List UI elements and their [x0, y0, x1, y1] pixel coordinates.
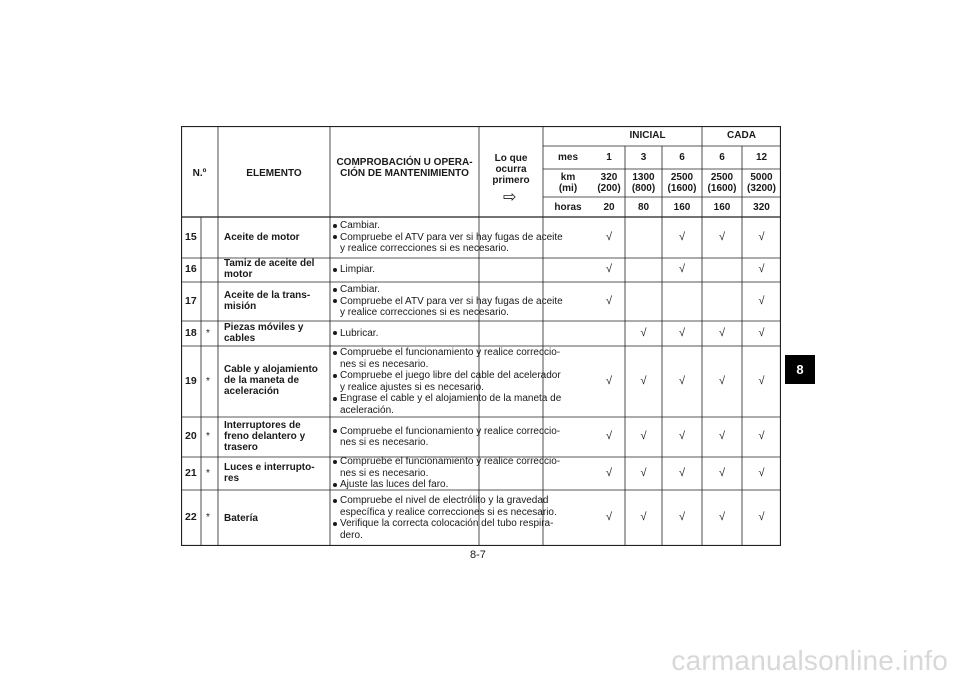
bullet-icon	[333, 397, 337, 401]
check-mark: √	[678, 230, 686, 243]
check-mark: √	[758, 294, 765, 307]
check-mark: √	[678, 374, 686, 387]
row-element: Luces e interrupto- res	[224, 461, 315, 484]
row-number: 15	[185, 230, 197, 243]
row-checks-list	[333, 347, 561, 416]
row-number: 16	[185, 263, 197, 275]
check-mark: √	[758, 430, 765, 442]
header-unit-2: horas	[554, 201, 582, 213]
list-item-text: Limpiar.	[340, 264, 376, 276]
row-asterisk: *	[206, 375, 210, 387]
list-item	[333, 347, 561, 370]
check-mark: √	[718, 430, 726, 442]
row-asterisk: *	[206, 431, 210, 442]
bullet-icon	[333, 429, 337, 433]
row-number: 19	[185, 374, 197, 387]
header-value: 320	[753, 201, 770, 213]
header-check: COMPROBACIÓN U OPERA- CIÓN DE MANTENIMIENTO	[336, 157, 473, 179]
arrow-right-icon: ⇨	[503, 189, 517, 206]
check-mark: √	[640, 374, 647, 387]
watermark: carmanualsonline.info	[671, 645, 948, 676]
check-mark: √	[678, 511, 686, 523]
page-number: 8-7	[470, 549, 486, 561]
row-checks-list	[333, 328, 378, 340]
check-mark: √	[718, 326, 726, 339]
header-every: CADA	[727, 130, 756, 141]
list-item-text: Cambiar.	[340, 284, 381, 296]
list-item-text: Engrase el cable y el alojamiento de la maneta de aceleración.	[340, 393, 562, 416]
chapter-tab[interactable]: 8	[785, 355, 815, 384]
check-mark: √	[605, 430, 613, 442]
list-item	[333, 479, 560, 491]
list-item-text: Lubricar.	[340, 327, 379, 339]
check-mark: √	[678, 430, 686, 442]
row-number: 22	[185, 511, 197, 523]
header-value: 2500 (1600)	[667, 172, 697, 194]
check-mark: √	[758, 466, 765, 479]
row-asterisk: *	[206, 327, 210, 339]
list-item	[333, 518, 557, 541]
maintenance-table	[181, 126, 781, 546]
list-item	[333, 232, 563, 255]
list-item-text: Compruebe el ATV para ver si hay fugas de aceite y realice correcciones si es necesario.	[340, 295, 563, 319]
check-mark: √	[640, 511, 647, 523]
list-item	[333, 296, 563, 319]
list-item	[333, 370, 561, 393]
bullet-icon	[333, 331, 337, 335]
check-mark: √	[678, 263, 686, 275]
row-element: Aceite de la trans- misión	[224, 289, 311, 312]
row-number: 20	[185, 430, 197, 442]
header-value: 320 (200)	[597, 172, 621, 194]
bullet-icon	[333, 374, 337, 378]
row-element: Batería	[224, 512, 258, 524]
header-value: 1	[606, 152, 612, 163]
list-item-text: Compruebe el funcionamiento y realice correccio- nes si es necesario.	[340, 425, 561, 448]
bullet-icon	[333, 288, 337, 292]
list-item-text: Cambiar.	[340, 220, 381, 232]
check-mark: √	[605, 374, 613, 387]
check-mark: √	[605, 263, 613, 275]
row-number: 18	[185, 326, 197, 339]
list-item-text: Compruebe el funcionamiento y realice correccio- nes si es necesario.	[340, 347, 561, 370]
list-item-text: Ajuste las luces del faro.	[340, 479, 449, 491]
bullet-icon	[333, 351, 337, 355]
bullet-icon	[333, 299, 337, 303]
check-mark: √	[718, 374, 726, 387]
bullet-icon	[333, 483, 337, 487]
list-item	[333, 220, 563, 232]
row-checks-list	[333, 220, 563, 255]
header-initial: INICIAL	[629, 130, 666, 141]
header-element: ELEMENTO	[246, 168, 302, 179]
header-value: 20	[603, 201, 615, 213]
row-checks-list	[333, 495, 557, 541]
bullet-icon	[333, 522, 337, 526]
header-value: 3	[640, 152, 647, 163]
row-element: Piezas móviles y cables	[224, 321, 304, 344]
header-no: N.º	[192, 168, 207, 179]
check-mark: √	[718, 466, 726, 479]
check-mark: √	[758, 374, 765, 387]
check-mark: √	[758, 326, 765, 339]
row-checks-list	[333, 456, 560, 491]
check-mark: √	[678, 326, 686, 339]
list-item-text: Compruebe el juego libre del cable del acelerador y realice ajustes si es necesario.	[340, 370, 561, 393]
list-item-text: Compruebe el funcionamiento y realice correccio- nes si es necesario.	[340, 456, 561, 479]
header-unit-0: mes	[557, 152, 578, 163]
header-unit-1: km (mi)	[558, 172, 578, 194]
check-mark: √	[605, 230, 613, 243]
check-mark: √	[640, 326, 647, 339]
header-value: 6	[719, 152, 725, 163]
check-mark: √	[640, 430, 647, 442]
check-mark: √	[605, 511, 613, 523]
bullet-icon	[333, 224, 337, 228]
row-asterisk: *	[206, 512, 210, 523]
header-value: 1300 (800)	[631, 172, 656, 194]
row-checks-list	[333, 264, 375, 276]
row-element: Aceite de motor	[224, 232, 300, 243]
header-value: 12	[755, 152, 768, 163]
bullet-icon	[333, 268, 337, 272]
bullet-icon	[333, 460, 337, 464]
header-value: 2500 (1600)	[707, 172, 737, 194]
row-asterisk: *	[206, 467, 210, 479]
row-number: 21	[185, 466, 197, 479]
check-mark: √	[718, 230, 726, 243]
header-whichever: Lo que ocurra primero	[492, 153, 530, 186]
list-item	[333, 426, 560, 449]
row-checks-list	[333, 426, 560, 449]
header-value: 80	[637, 201, 650, 213]
row-element: Tamiz de aceite del motor	[224, 258, 315, 280]
check-mark: √	[605, 466, 613, 479]
row-element: Interruptores de freno delantero y trasero	[224, 419, 306, 453]
list-item	[333, 456, 560, 479]
bullet-icon	[333, 235, 337, 239]
check-mark: √	[758, 263, 765, 275]
list-item-text: Compruebe el ATV para ver si hay fugas de aceite y realice correcciones si es necesario.	[340, 231, 563, 255]
bullet-icon	[333, 499, 337, 503]
header-value: 6	[679, 152, 685, 163]
header-value: 160	[673, 201, 691, 213]
row-number: 17	[185, 294, 197, 307]
check-mark: √	[758, 230, 765, 243]
list-item-text: Verifique la correcta colocación del tubo respira- dero.	[340, 518, 554, 541]
check-mark: √	[678, 466, 686, 479]
list-item-text: Compruebe el nivel de electrólito y la gravedad específica y realice correcciones si es necesario.	[340, 495, 557, 518]
list-item	[333, 284, 563, 296]
row-checks-list	[333, 284, 563, 319]
check-mark: √	[605, 294, 613, 307]
check-mark: √	[758, 511, 765, 523]
row-element: Cable y alojamiento de la maneta de aceleración	[224, 364, 318, 397]
check-mark: √	[718, 511, 726, 523]
check-mark: √	[640, 466, 647, 479]
list-item	[333, 495, 557, 518]
list-item	[333, 328, 378, 340]
list-item	[333, 393, 561, 416]
header-value: 160	[713, 201, 731, 213]
header-value: 5000 (3200)	[747, 172, 776, 194]
list-item	[333, 264, 375, 276]
